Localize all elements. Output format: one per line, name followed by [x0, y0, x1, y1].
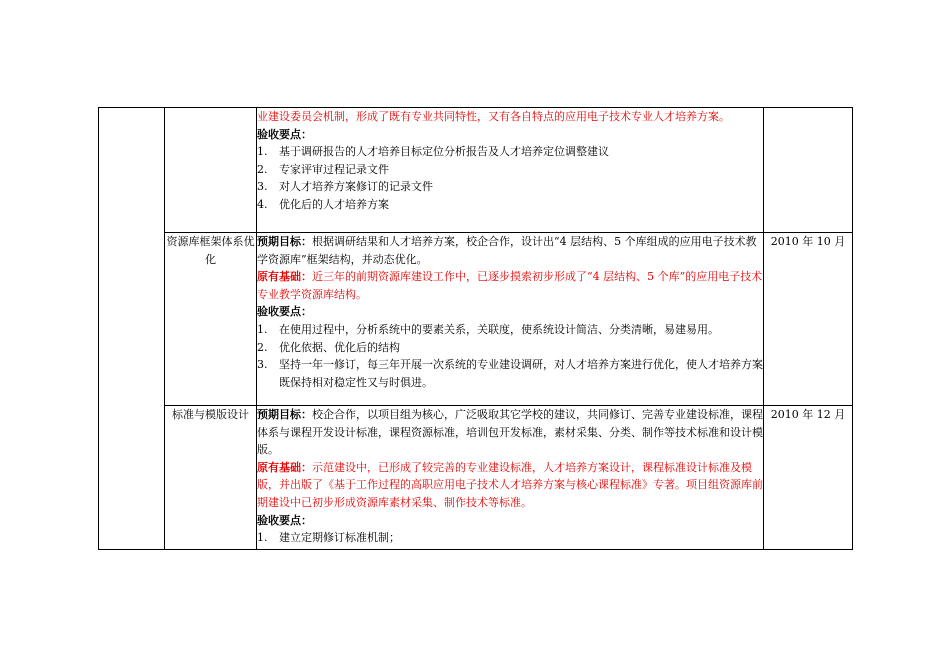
plan-table — [98, 107, 853, 550]
basis-label: 原有基础： — [257, 270, 312, 284]
basis-text: 近三年的前期资源库建设工作中，已逐步摸索初步形成了“4 层结构、5 个库”的应用电子技术专业教学资源库结构。 — [257, 270, 763, 301]
list-item: 1. 在使用过程中，分析系统中的要素关系，关联度，使系统设计简洁、分类清晰，易建易用。 — [257, 322, 719, 336]
goal-label: 预期目标： — [257, 408, 312, 421]
item-cell: 标准与模版设计 — [165, 406, 257, 550]
table-row — [99, 406, 853, 550]
list-item: 1. 建立定期修订标准机制； — [257, 531, 400, 545]
item-cell: 资源库框架体系优化 — [165, 233, 257, 406]
check-label: 验收要点： — [257, 513, 312, 527]
basis-paragraph — [257, 459, 763, 512]
time-cell: 2010 年 12 月 — [764, 406, 853, 550]
time-cell: 2010 年 10 月 — [764, 233, 853, 406]
category-cell — [99, 108, 165, 550]
list-item: 2. 优化依据、优化后的结构 — [257, 340, 400, 354]
content-cell — [257, 108, 764, 233]
content-cell — [257, 233, 764, 406]
item-cell — [165, 108, 257, 233]
list-item: 2. 专家评审过程记录文件 — [257, 162, 389, 176]
list-item: 4. 优化后的人才培养方案 — [257, 197, 389, 211]
table-row — [99, 233, 853, 406]
goal-text: 根据调研结果和人才培养方案，校企合作，设计出“4 层结构、5 个库组成的应用电子技术教学资源库”框架结构，并动态优化。 — [257, 235, 757, 266]
list-item: 1. 基于调研报告的人才培养目标定位分析报告及人才培养定位调整建议 — [257, 145, 609, 159]
basis-paragraph — [257, 268, 763, 303]
list-item: 3. 坚持一年一修订，每三年开展一次系统的专业建设调研，对人才培养方案进行优化，使人才培养方案既保持相对稳定性又与时俱进。 — [257, 358, 763, 389]
goal-text: 校企合作，以项目组为核心，广泛吸取其它学校的建议，共同修订、完善专业建设标准，课程体系与课程开发设计标准，课程资源标准，培训包开发标准，素材采集、分类、制作等技术标准和设计模版。 — [257, 408, 763, 457]
basis-text: 示范建设中，已形成了较完善的专业建设标准，人才培养方案设计，课程标准设计标准及模版，并出版了《基于工作过程的高职应用电子技术人才培养方案与核心课程标准》专著。项目组资源库前期建设中已初步形成资源库素材采集、制作技术等标准。 — [257, 460, 763, 509]
list-item: 3. 对人才培养方案修订的记录文件 — [257, 180, 433, 194]
check-label: 验收要点： — [257, 127, 312, 141]
goal-label: 预期目标： — [257, 235, 312, 248]
check-label: 验收要点： — [257, 305, 312, 319]
table-row — [99, 108, 853, 233]
goal-paragraph — [257, 406, 763, 459]
content-cell — [257, 406, 764, 550]
basis-label: 原有基础： — [257, 460, 312, 474]
lead-text: 业建设委员会机制，形成了既有专业共同特性，又有各自特点的应用电子技术专业人才培养方案。 — [257, 110, 730, 123]
goal-paragraph — [257, 233, 763, 268]
time-cell — [764, 108, 853, 233]
